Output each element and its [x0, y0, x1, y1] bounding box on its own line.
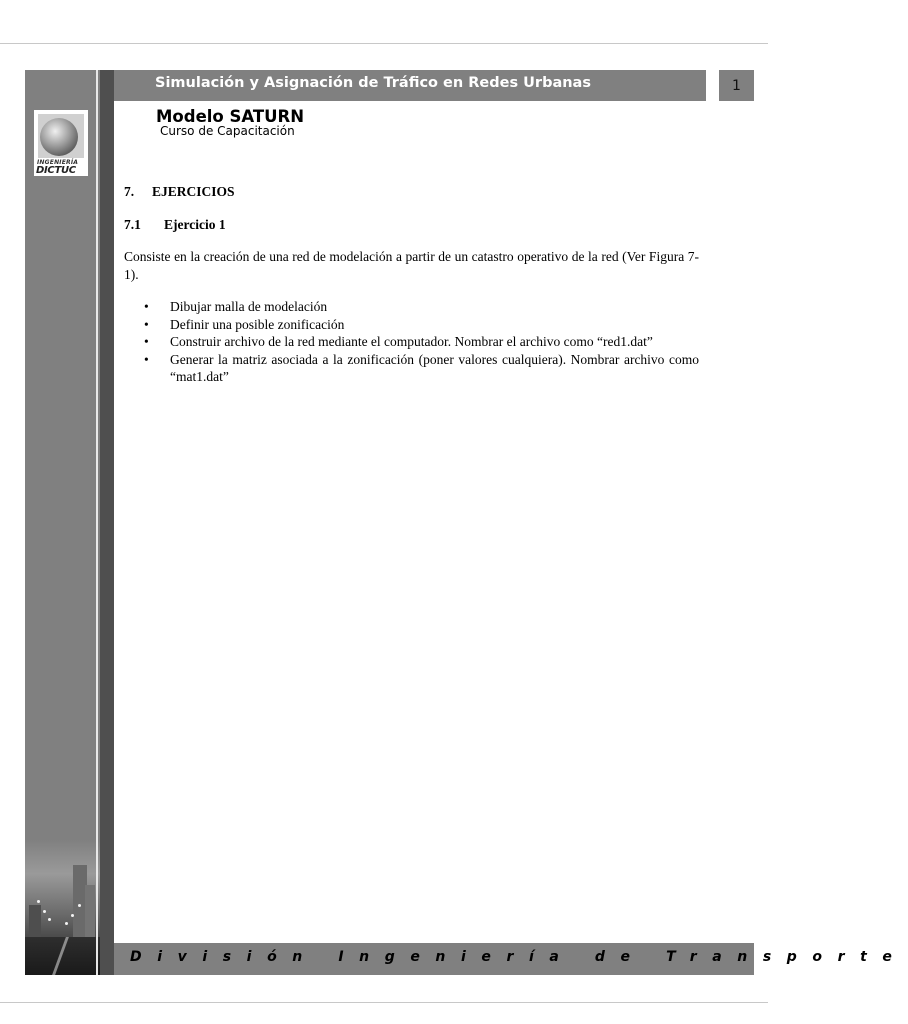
bullet-icon: • — [144, 316, 149, 332]
subsection-heading — [124, 216, 699, 234]
sidebar-highlight-line — [96, 70, 98, 975]
sidebar-dark-strip — [100, 70, 114, 975]
bullet-icon: • — [144, 351, 149, 367]
logo-line2: DICTUC — [36, 165, 76, 176]
list-item-text: Definir una posible zonificación — [170, 316, 345, 332]
city-night-image — [25, 840, 100, 975]
subsection-number: 7.1 — [124, 216, 141, 232]
model-title: Modelo SATURN — [156, 107, 305, 126]
dictuc-logo — [34, 110, 88, 176]
list-item-text: Generar la matriz asociada a la zonificación (poner valores cualquiera). Nombrar archivo como “mat1.dat” — [170, 351, 699, 384]
intro-paragraph: Consiste en la creación de una red de modelación a partir de un catastro operativo de la red (Ver Figura 7-1). — [124, 249, 699, 282]
bullet-icon: • — [144, 299, 149, 314]
page-number: 1 — [732, 77, 741, 94]
list-item-text: Dibujar malla de modelación — [170, 299, 328, 314]
bullet-icon: • — [144, 334, 149, 349]
section-title: EJERCICIOS — [152, 184, 235, 199]
list-item — [124, 333, 699, 351]
page-border-top — [0, 43, 768, 44]
page-number-box — [719, 70, 754, 101]
page-border-bottom — [0, 1002, 768, 1003]
header-bar — [114, 70, 706, 101]
left-sidebar — [25, 70, 100, 975]
list-item — [124, 351, 699, 386]
list-item — [124, 298, 699, 316]
bullet-list — [124, 298, 699, 386]
section-number: 7. — [124, 184, 135, 199]
footer-bar — [114, 943, 908, 975]
subsection-title: Ejercicio 1 — [164, 216, 226, 232]
model-subtitle: Curso de Capacitación — [160, 124, 295, 138]
document-content — [124, 183, 699, 386]
logo-sphere-icon — [38, 114, 84, 158]
list-item — [124, 316, 699, 334]
footer-text: División Ingeniería de Transporte — [130, 949, 908, 965]
list-item-text: Construir archivo de la red mediante el computador. Nombrar el archivo como “red1.dat” — [170, 334, 653, 349]
logo-line1: INGENIERÍA — [37, 159, 79, 166]
section-heading — [124, 183, 699, 201]
header-title: Simulación y Asignación de Tráfico en Redes Urbanas — [155, 75, 591, 91]
